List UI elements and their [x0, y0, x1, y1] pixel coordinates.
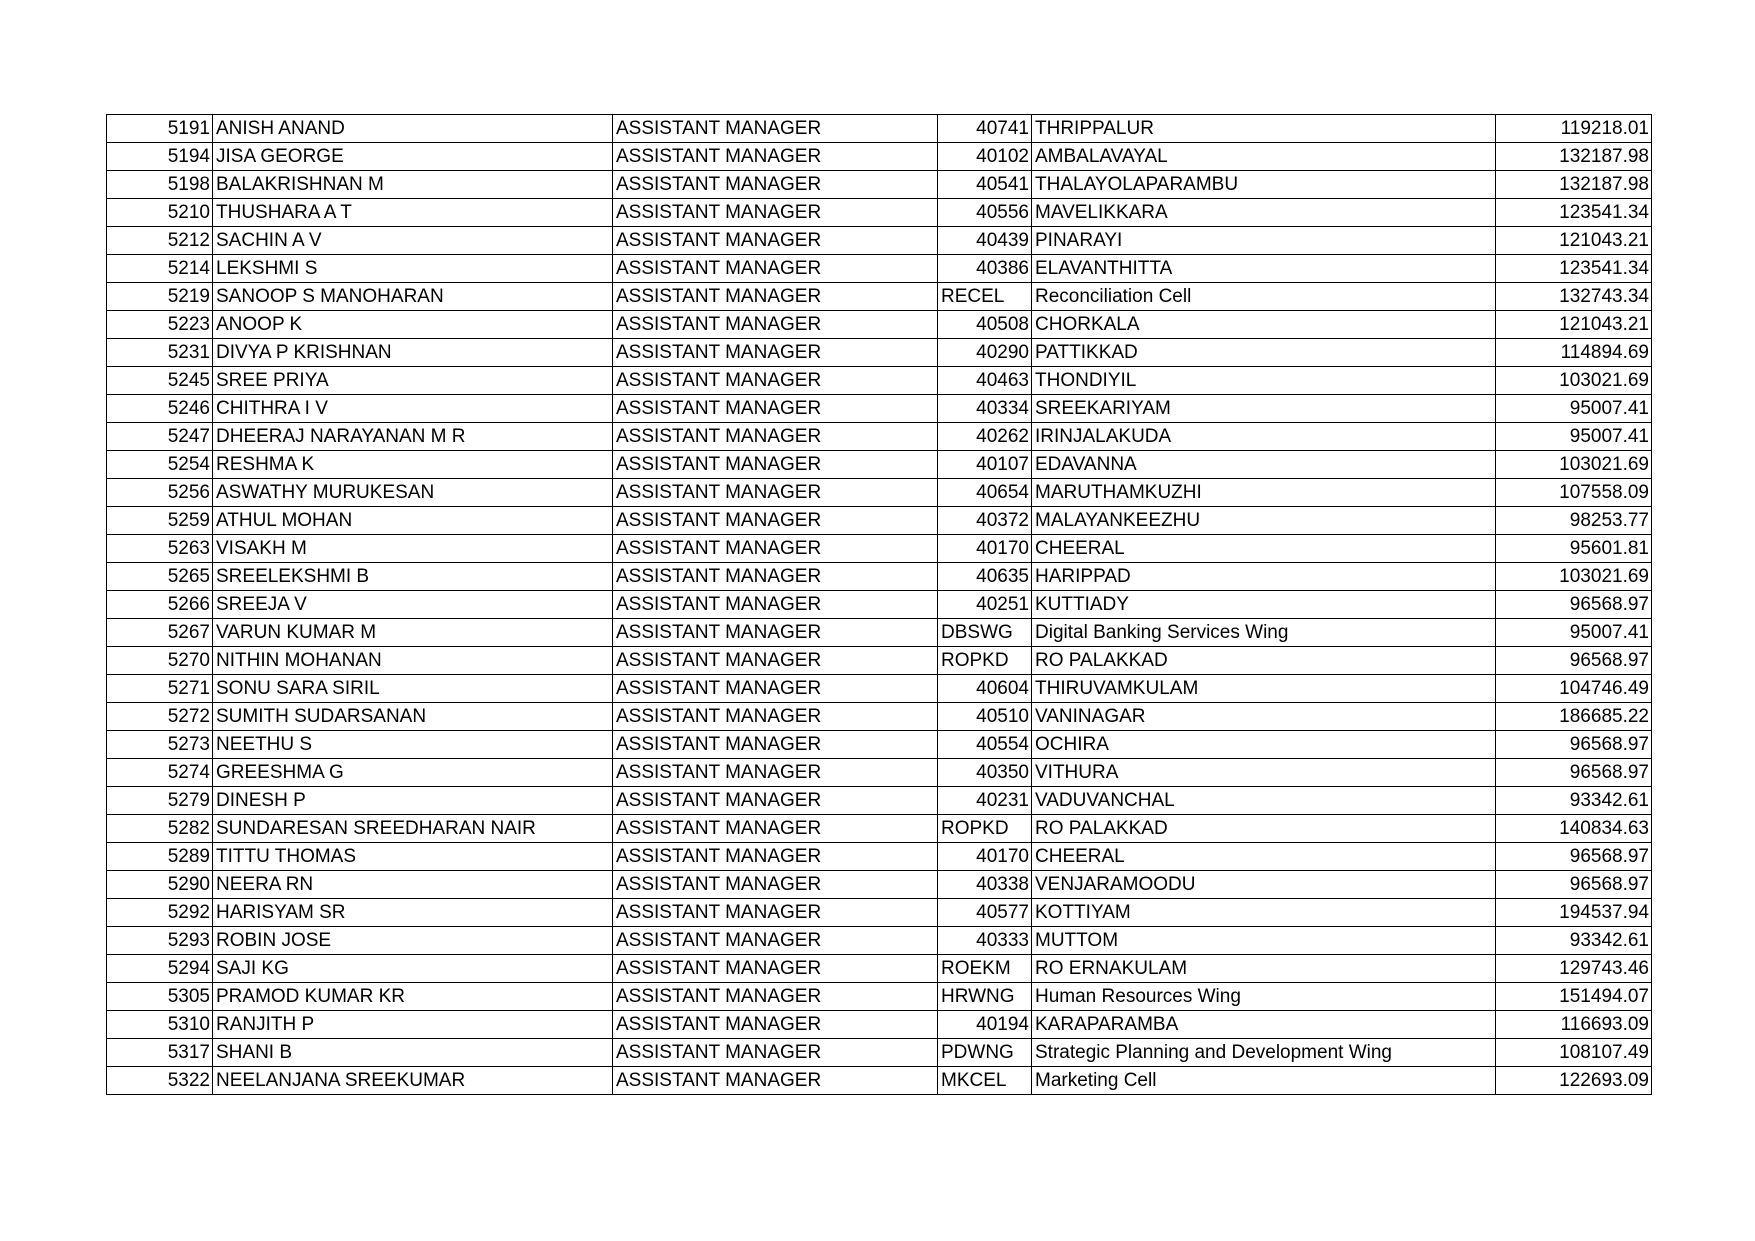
- employee-name-cell: NITHIN MOHANAN: [213, 647, 613, 675]
- branch-code-cell: 40541: [938, 171, 1032, 199]
- amount-cell: 93342.61: [1496, 927, 1652, 955]
- amount-cell: 96568.97: [1496, 871, 1652, 899]
- employee-name-cell: ATHUL MOHAN: [213, 507, 613, 535]
- employee-name-cell: SAJI KG: [213, 955, 613, 983]
- designation-cell: ASSISTANT MANAGER: [613, 311, 938, 339]
- designation-cell: ASSISTANT MANAGER: [613, 1067, 938, 1095]
- branch-code-cell: 40741: [938, 115, 1032, 143]
- employee-name-cell: DIVYA P KRISHNAN: [213, 339, 613, 367]
- branch-name-cell: THRIPPALUR: [1032, 115, 1496, 143]
- amount-cell: 93342.61: [1496, 787, 1652, 815]
- employee-name-cell: SUMITH SUDARSANAN: [213, 703, 613, 731]
- branch-name-cell: HARIPPAD: [1032, 563, 1496, 591]
- branch-code-cell: 40107: [938, 451, 1032, 479]
- branch-code-cell: HRWNG: [938, 983, 1032, 1011]
- branch-code-cell: 40463: [938, 367, 1032, 395]
- employee-id-cell: 5256: [107, 479, 213, 507]
- branch-code-cell: 40510: [938, 703, 1032, 731]
- employee-name-cell: GREESHMA G: [213, 759, 613, 787]
- branch-code-cell: ROEKM: [938, 955, 1032, 983]
- employee-name-cell: VARUN KUMAR M: [213, 619, 613, 647]
- employee-id-cell: 5266: [107, 591, 213, 619]
- table-row: [107, 591, 1652, 619]
- branch-code-cell: 40170: [938, 535, 1032, 563]
- table-row: [107, 1067, 1652, 1095]
- branch-code-cell: DBSWG: [938, 619, 1032, 647]
- employee-name-cell: ANOOP K: [213, 311, 613, 339]
- employee-id-cell: 5273: [107, 731, 213, 759]
- employee-name-cell: THUSHARA A T: [213, 199, 613, 227]
- employee-id-cell: 5212: [107, 227, 213, 255]
- table-row: [107, 983, 1652, 1011]
- table-row: [107, 451, 1652, 479]
- branch-name-cell: KARAPARAMBA: [1032, 1011, 1496, 1039]
- employee-id-cell: 5282: [107, 815, 213, 843]
- branch-name-cell: MALAYANKEEZHU: [1032, 507, 1496, 535]
- amount-cell: 194537.94: [1496, 899, 1652, 927]
- employee-name-cell: LEKSHMI S: [213, 255, 613, 283]
- employee-id-cell: 5210: [107, 199, 213, 227]
- branch-name-cell: CHEERAL: [1032, 535, 1496, 563]
- branch-code-cell: 40338: [938, 871, 1032, 899]
- employee-name-cell: NEETHU S: [213, 731, 613, 759]
- employee-name-cell: ANISH ANAND: [213, 115, 613, 143]
- branch-name-cell: PINARAYI: [1032, 227, 1496, 255]
- designation-cell: ASSISTANT MANAGER: [613, 759, 938, 787]
- branch-name-cell: THALAYOLAPARAMBU: [1032, 171, 1496, 199]
- branch-name-cell: IRINJALAKUDA: [1032, 423, 1496, 451]
- employee-name-cell: HARISYAM SR: [213, 899, 613, 927]
- amount-cell: 122693.09: [1496, 1067, 1652, 1095]
- designation-cell: ASSISTANT MANAGER: [613, 507, 938, 535]
- amount-cell: 132743.34: [1496, 283, 1652, 311]
- designation-cell: ASSISTANT MANAGER: [613, 703, 938, 731]
- table-row: [107, 115, 1652, 143]
- amount-cell: 103021.69: [1496, 563, 1652, 591]
- branch-name-cell: CHORKALA: [1032, 311, 1496, 339]
- table-row: [107, 479, 1652, 507]
- amount-cell: 98253.77: [1496, 507, 1652, 535]
- designation-cell: ASSISTANT MANAGER: [613, 1011, 938, 1039]
- table-row: [107, 955, 1652, 983]
- table-row: [107, 283, 1652, 311]
- amount-cell: 123541.34: [1496, 199, 1652, 227]
- table-row: [107, 927, 1652, 955]
- amount-cell: 121043.21: [1496, 311, 1652, 339]
- branch-name-cell: VENJARAMOODU: [1032, 871, 1496, 899]
- designation-cell: ASSISTANT MANAGER: [613, 115, 938, 143]
- designation-cell: ASSISTANT MANAGER: [613, 227, 938, 255]
- designation-cell: ASSISTANT MANAGER: [613, 983, 938, 1011]
- amount-cell: 151494.07: [1496, 983, 1652, 1011]
- employee-id-cell: 5292: [107, 899, 213, 927]
- branch-name-cell: Strategic Planning and Development Wing: [1032, 1039, 1496, 1067]
- employee-name-cell: JISA GEORGE: [213, 143, 613, 171]
- employee-id-cell: 5223: [107, 311, 213, 339]
- amount-cell: 96568.97: [1496, 591, 1652, 619]
- table-row: [107, 143, 1652, 171]
- branch-code-cell: PDWNG: [938, 1039, 1032, 1067]
- branch-name-cell: PATTIKKAD: [1032, 339, 1496, 367]
- designation-cell: ASSISTANT MANAGER: [613, 871, 938, 899]
- branch-name-cell: KOTTIYAM: [1032, 899, 1496, 927]
- branch-code-cell: 40508: [938, 311, 1032, 339]
- table-row: [107, 563, 1652, 591]
- amount-cell: 123541.34: [1496, 255, 1652, 283]
- employee-name-cell: SREE PRIYA: [213, 367, 613, 395]
- branch-name-cell: AMBALAVAYAL: [1032, 143, 1496, 171]
- branch-code-cell: 40604: [938, 675, 1032, 703]
- table-row: [107, 199, 1652, 227]
- branch-name-cell: EDAVANNA: [1032, 451, 1496, 479]
- branch-code-cell: 40386: [938, 255, 1032, 283]
- table-row: [107, 535, 1652, 563]
- employee-name-cell: VISAKH M: [213, 535, 613, 563]
- designation-cell: ASSISTANT MANAGER: [613, 199, 938, 227]
- branch-code-cell: 40290: [938, 339, 1032, 367]
- employee-id-cell: 5270: [107, 647, 213, 675]
- designation-cell: ASSISTANT MANAGER: [613, 927, 938, 955]
- designation-cell: ASSISTANT MANAGER: [613, 423, 938, 451]
- employee-name-cell: TITTU THOMAS: [213, 843, 613, 871]
- table-row: [107, 507, 1652, 535]
- employee-id-cell: 5289: [107, 843, 213, 871]
- employee-id-cell: 5294: [107, 955, 213, 983]
- branch-name-cell: ELAVANTHITTA: [1032, 255, 1496, 283]
- employee-id-cell: 5263: [107, 535, 213, 563]
- branch-code-cell: ROPKD: [938, 647, 1032, 675]
- table-row: [107, 731, 1652, 759]
- table-row: [107, 395, 1652, 423]
- designation-cell: ASSISTANT MANAGER: [613, 367, 938, 395]
- employee-name-cell: SREEJA V: [213, 591, 613, 619]
- employee-id-cell: 5317: [107, 1039, 213, 1067]
- employee-id-cell: 5322: [107, 1067, 213, 1095]
- designation-cell: ASSISTANT MANAGER: [613, 647, 938, 675]
- employee-name-cell: PRAMOD KUMAR KR: [213, 983, 613, 1011]
- amount-cell: 95601.81: [1496, 535, 1652, 563]
- employee-id-cell: 5245: [107, 367, 213, 395]
- table-row: [107, 899, 1652, 927]
- employee-name-cell: NEELANJANA SREEKUMAR: [213, 1067, 613, 1095]
- table-row: [107, 171, 1652, 199]
- employee-id-cell: 5231: [107, 339, 213, 367]
- table-row: [107, 871, 1652, 899]
- employee-id-cell: 5272: [107, 703, 213, 731]
- employee-name-cell: CHITHRA I V: [213, 395, 613, 423]
- designation-cell: ASSISTANT MANAGER: [613, 143, 938, 171]
- branch-code-cell: ROPKD: [938, 815, 1032, 843]
- employee-id-cell: 5214: [107, 255, 213, 283]
- branch-name-cell: OCHIRA: [1032, 731, 1496, 759]
- branch-name-cell: RO PALAKKAD: [1032, 815, 1496, 843]
- table-row: [107, 675, 1652, 703]
- employee-id-cell: 5310: [107, 1011, 213, 1039]
- employee-id-cell: 5265: [107, 563, 213, 591]
- amount-cell: 104746.49: [1496, 675, 1652, 703]
- amount-cell: 132187.98: [1496, 143, 1652, 171]
- branch-code-cell: 40350: [938, 759, 1032, 787]
- designation-cell: ASSISTANT MANAGER: [613, 899, 938, 927]
- amount-cell: 103021.69: [1496, 451, 1652, 479]
- employee-id-cell: 5293: [107, 927, 213, 955]
- branch-name-cell: Reconciliation Cell: [1032, 283, 1496, 311]
- employee-id-cell: 5290: [107, 871, 213, 899]
- branch-code-cell: 40231: [938, 787, 1032, 815]
- branch-code-cell: 40194: [938, 1011, 1032, 1039]
- employee-id-cell: 5219: [107, 283, 213, 311]
- employee-id-cell: 5246: [107, 395, 213, 423]
- branch-code-cell: 40577: [938, 899, 1032, 927]
- table-row: [107, 787, 1652, 815]
- employee-name-cell: NEERA RN: [213, 871, 613, 899]
- amount-cell: 103021.69: [1496, 367, 1652, 395]
- branch-code-cell: 40439: [938, 227, 1032, 255]
- amount-cell: 114894.69: [1496, 339, 1652, 367]
- designation-cell: ASSISTANT MANAGER: [613, 675, 938, 703]
- branch-code-cell: 40333: [938, 927, 1032, 955]
- branch-name-cell: RO PALAKKAD: [1032, 647, 1496, 675]
- branch-name-cell: Human Resources Wing: [1032, 983, 1496, 1011]
- branch-code-cell: 40654: [938, 479, 1032, 507]
- designation-cell: ASSISTANT MANAGER: [613, 395, 938, 423]
- employee-id-cell: 5191: [107, 115, 213, 143]
- branch-name-cell: MAVELIKKARA: [1032, 199, 1496, 227]
- branch-code-cell: 40635: [938, 563, 1032, 591]
- amount-cell: 96568.97: [1496, 731, 1652, 759]
- designation-cell: ASSISTANT MANAGER: [613, 255, 938, 283]
- branch-name-cell: CHEERAL: [1032, 843, 1496, 871]
- table-row: [107, 647, 1652, 675]
- table-row: [107, 255, 1652, 283]
- amount-cell: 95007.41: [1496, 619, 1652, 647]
- branch-code-cell: MKCEL: [938, 1067, 1032, 1095]
- branch-code-cell: 40251: [938, 591, 1032, 619]
- designation-cell: ASSISTANT MANAGER: [613, 479, 938, 507]
- table-row: [107, 311, 1652, 339]
- amount-cell: 108107.49: [1496, 1039, 1652, 1067]
- designation-cell: ASSISTANT MANAGER: [613, 171, 938, 199]
- employee-table-body: [107, 115, 1652, 1095]
- amount-cell: 121043.21: [1496, 227, 1652, 255]
- amount-cell: 140834.63: [1496, 815, 1652, 843]
- employee-name-cell: DINESH P: [213, 787, 613, 815]
- branch-code-cell: 40556: [938, 199, 1032, 227]
- branch-name-cell: Digital Banking Services Wing: [1032, 619, 1496, 647]
- employee-name-cell: SANOOP S MANOHARAN: [213, 283, 613, 311]
- amount-cell: 96568.97: [1496, 843, 1652, 871]
- table-row: [107, 1039, 1652, 1067]
- branch-name-cell: VADUVANCHAL: [1032, 787, 1496, 815]
- table-row: [107, 367, 1652, 395]
- designation-cell: ASSISTANT MANAGER: [613, 283, 938, 311]
- employee-id-cell: 5259: [107, 507, 213, 535]
- table-row: [107, 339, 1652, 367]
- designation-cell: ASSISTANT MANAGER: [613, 955, 938, 983]
- branch-name-cell: THONDIYIL: [1032, 367, 1496, 395]
- table-row: [107, 423, 1652, 451]
- table-row: [107, 227, 1652, 255]
- designation-cell: ASSISTANT MANAGER: [613, 815, 938, 843]
- amount-cell: 95007.41: [1496, 423, 1652, 451]
- employee-name-cell: ASWATHY MURUKESAN: [213, 479, 613, 507]
- amount-cell: 116693.09: [1496, 1011, 1652, 1039]
- employee-name-cell: SUNDARESAN SREEDHARAN NAIR: [213, 815, 613, 843]
- employee-name-cell: DHEERAJ NARAYANAN M R: [213, 423, 613, 451]
- table-row: [107, 703, 1652, 731]
- branch-code-cell: RECEL: [938, 283, 1032, 311]
- employee-id-cell: 5305: [107, 983, 213, 1011]
- branch-name-cell: Marketing Cell: [1032, 1067, 1496, 1095]
- branch-name-cell: MUTTOM: [1032, 927, 1496, 955]
- amount-cell: 119218.01: [1496, 115, 1652, 143]
- branch-name-cell: RO ERNAKULAM: [1032, 955, 1496, 983]
- designation-cell: ASSISTANT MANAGER: [613, 591, 938, 619]
- branch-name-cell: SREEKARIYAM: [1032, 395, 1496, 423]
- employee-id-cell: 5247: [107, 423, 213, 451]
- table-row: [107, 815, 1652, 843]
- amount-cell: 129743.46: [1496, 955, 1652, 983]
- branch-name-cell: MARUTHAMKUZHI: [1032, 479, 1496, 507]
- branch-code-cell: 40102: [938, 143, 1032, 171]
- amount-cell: 107558.09: [1496, 479, 1652, 507]
- amount-cell: 96568.97: [1496, 759, 1652, 787]
- branch-code-cell: 40334: [938, 395, 1032, 423]
- amount-cell: 132187.98: [1496, 171, 1652, 199]
- designation-cell: ASSISTANT MANAGER: [613, 787, 938, 815]
- employee-name-cell: ROBIN JOSE: [213, 927, 613, 955]
- table-row: [107, 759, 1652, 787]
- designation-cell: ASSISTANT MANAGER: [613, 731, 938, 759]
- branch-name-cell: THIRUVAMKULAM: [1032, 675, 1496, 703]
- employee-id-cell: 5279: [107, 787, 213, 815]
- designation-cell: ASSISTANT MANAGER: [613, 1039, 938, 1067]
- employee-id-cell: 5194: [107, 143, 213, 171]
- branch-code-cell: 40262: [938, 423, 1032, 451]
- employee-id-cell: 5254: [107, 451, 213, 479]
- designation-cell: ASSISTANT MANAGER: [613, 619, 938, 647]
- amount-cell: 186685.22: [1496, 703, 1652, 731]
- employee-name-cell: SONU SARA SIRIL: [213, 675, 613, 703]
- branch-name-cell: VITHURA: [1032, 759, 1496, 787]
- designation-cell: ASSISTANT MANAGER: [613, 339, 938, 367]
- amount-cell: 96568.97: [1496, 647, 1652, 675]
- employee-name-cell: RESHMA K: [213, 451, 613, 479]
- employee-id-cell: 5267: [107, 619, 213, 647]
- table-row: [107, 1011, 1652, 1039]
- branch-code-cell: 40554: [938, 731, 1032, 759]
- branch-name-cell: KUTTIADY: [1032, 591, 1496, 619]
- branch-code-cell: 40372: [938, 507, 1032, 535]
- amount-cell: 95007.41: [1496, 395, 1652, 423]
- employee-name-cell: SACHIN A V: [213, 227, 613, 255]
- employee-id-cell: 5198: [107, 171, 213, 199]
- designation-cell: ASSISTANT MANAGER: [613, 535, 938, 563]
- branch-name-cell: VANINAGAR: [1032, 703, 1496, 731]
- table-row: [107, 619, 1652, 647]
- employee-id-cell: 5271: [107, 675, 213, 703]
- designation-cell: ASSISTANT MANAGER: [613, 451, 938, 479]
- designation-cell: ASSISTANT MANAGER: [613, 843, 938, 871]
- table-row: [107, 843, 1652, 871]
- employee-name-cell: SREELEKSHMI B: [213, 563, 613, 591]
- employee-name-cell: SHANI B: [213, 1039, 613, 1067]
- designation-cell: ASSISTANT MANAGER: [613, 563, 938, 591]
- employee-id-cell: 5274: [107, 759, 213, 787]
- employee-table: [106, 114, 1652, 1095]
- branch-code-cell: 40170: [938, 843, 1032, 871]
- employee-name-cell: BALAKRISHNAN M: [213, 171, 613, 199]
- employee-name-cell: RANJITH P: [213, 1011, 613, 1039]
